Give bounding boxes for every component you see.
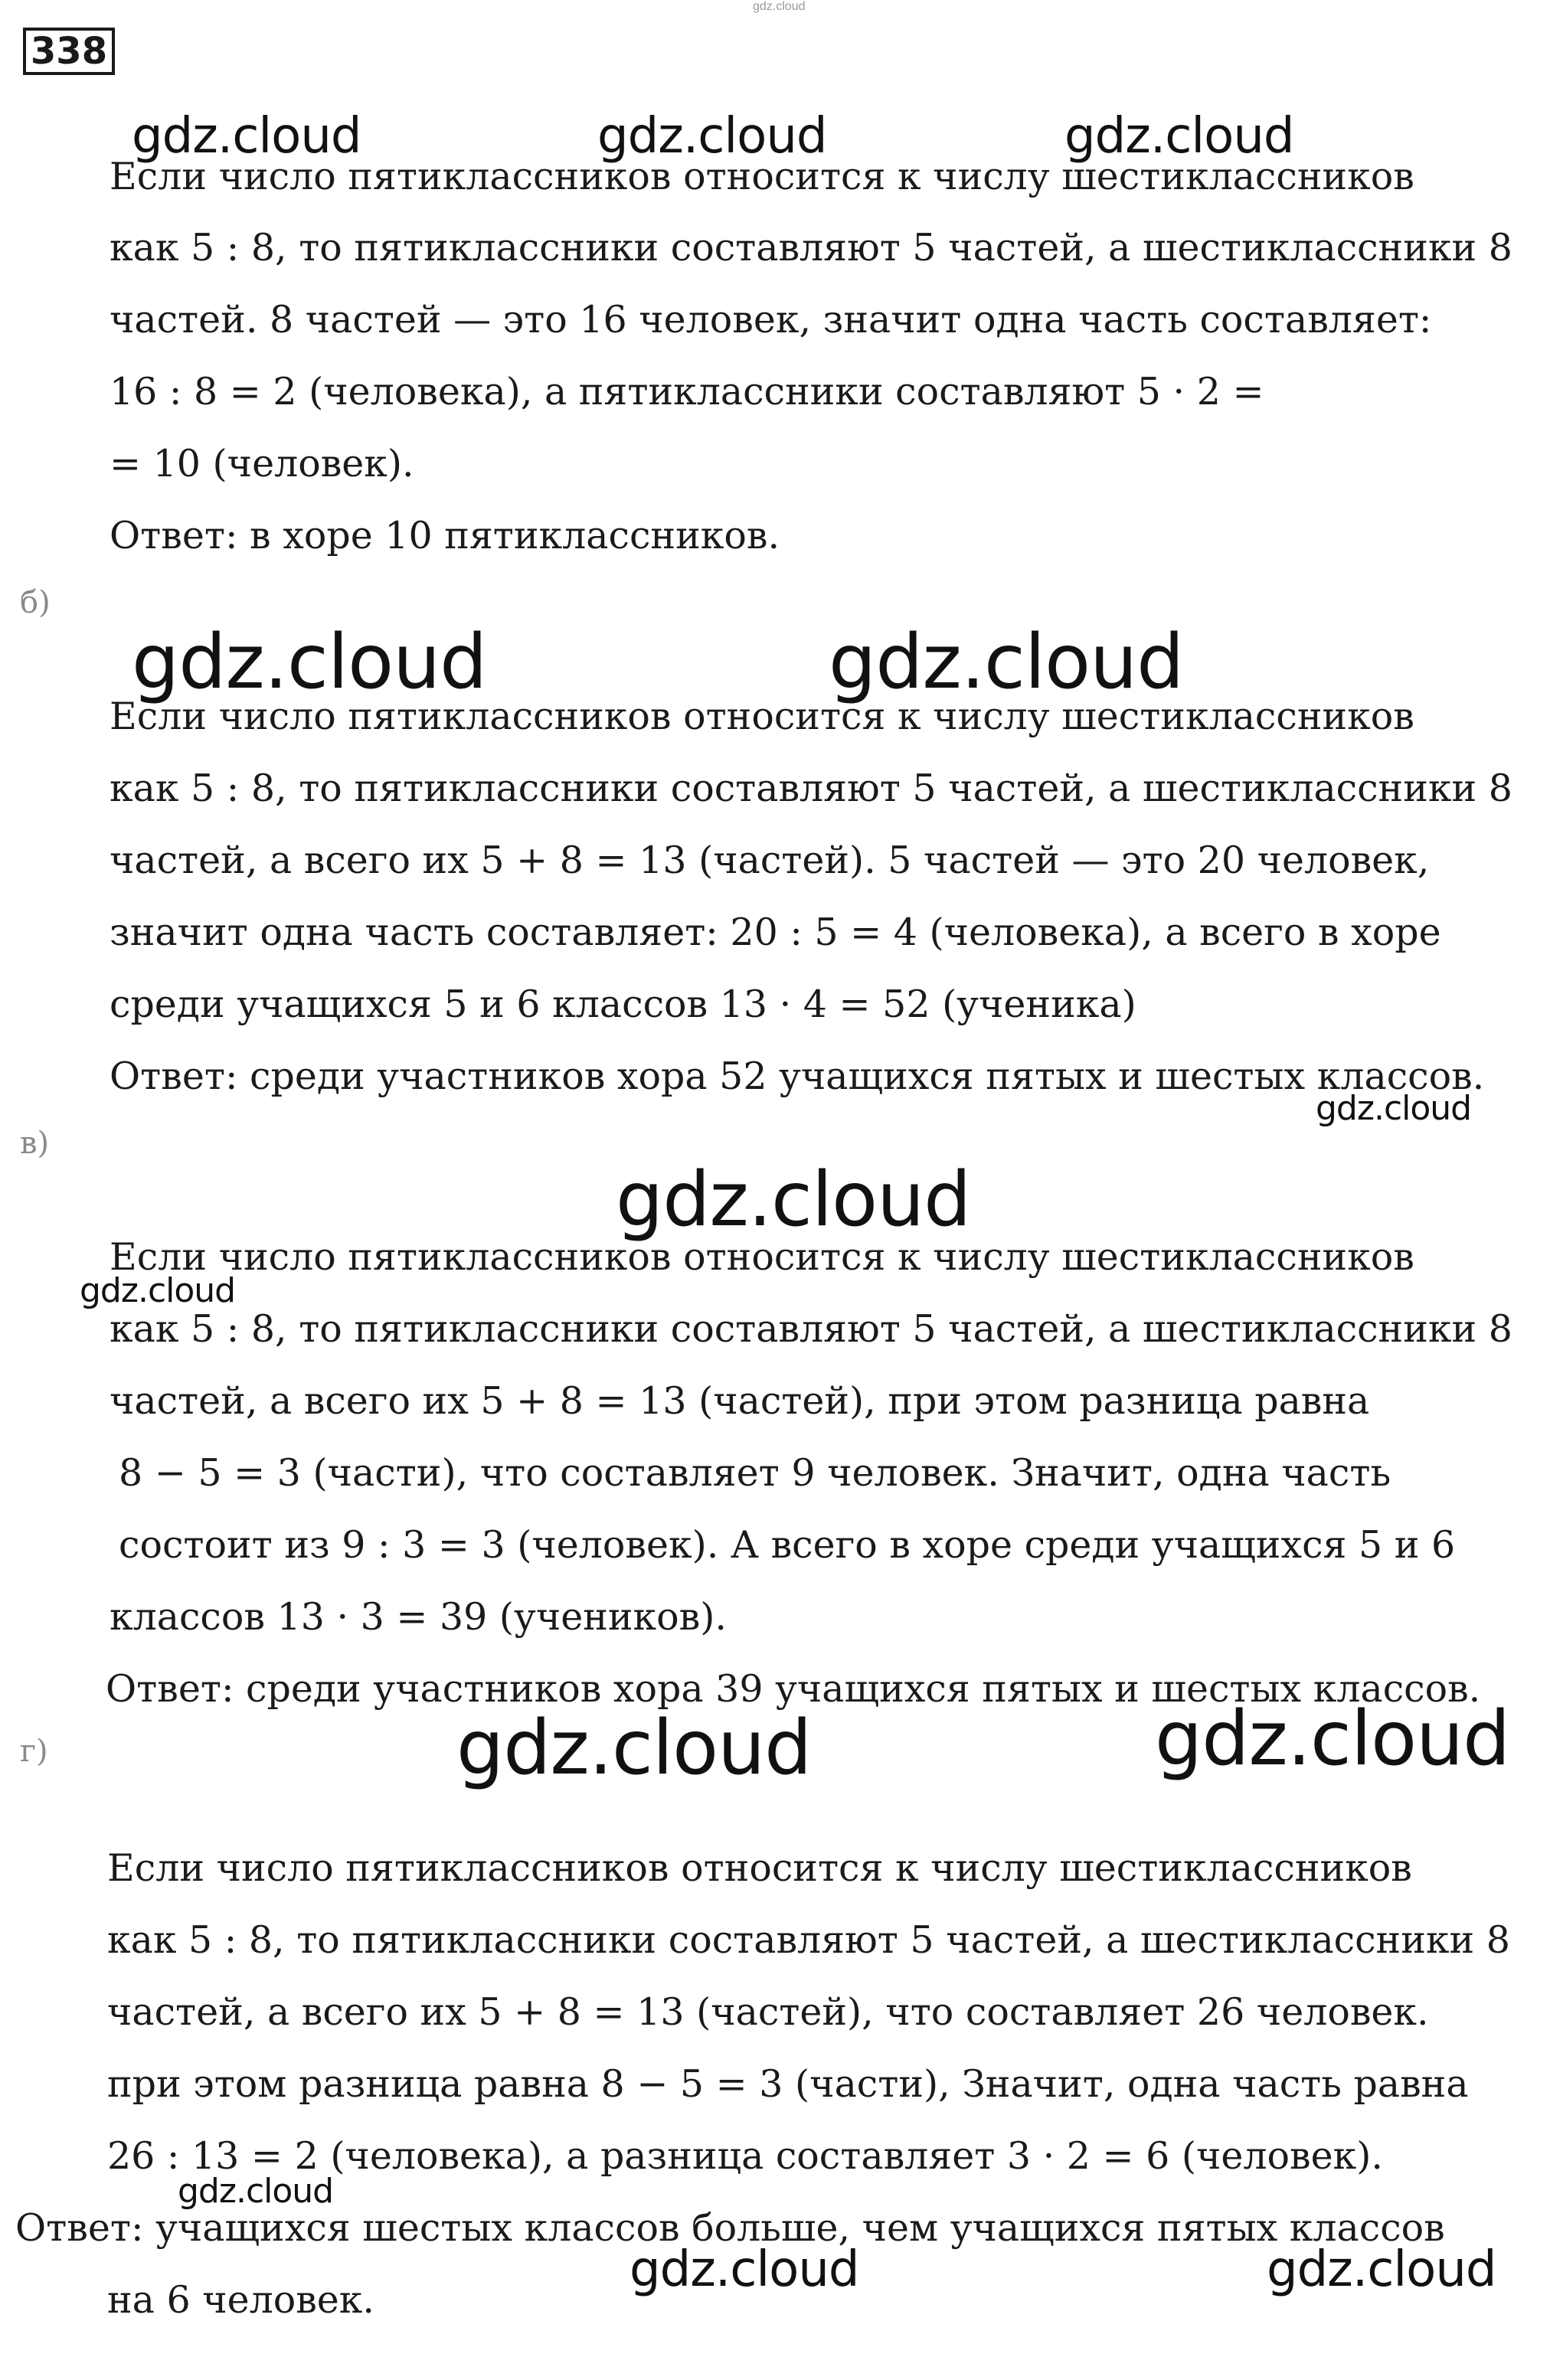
section-v-line-4: 8 − 5 = 3 (части), что составляет 9 человек. Значит, одна часть xyxy=(119,1451,1391,1495)
section-v-line-6: классов 13 · 3 = 39 (учеников). xyxy=(110,1595,727,1639)
section-b-line-3: частей, а всего их 5 + 8 = 13 (частей). 5 частей — это 20 человек, xyxy=(110,839,1430,882)
section-g-line-2: как 5 : 8, то пятиклассники составляют 5 частей, а шестиклассники 8 xyxy=(107,1918,1510,1962)
section-a-answer: Ответ: в хоре 10 пятиклассников. xyxy=(110,514,780,557)
section-a-line-4: 16 : 8 = 2 (человека), а пятиклассники составляют 5 · 2 = xyxy=(110,370,1264,414)
task-number-box: 338 xyxy=(23,28,115,75)
section-g-answer-line-1: Ответ: учащихся шестых классов больше, чем учащихся пятых классов xyxy=(15,2206,1445,2250)
top-watermark: gdz.cloud xyxy=(753,0,806,13)
section-b-label: б) xyxy=(20,585,51,620)
section-v-line-3: частей, а всего их 5 + 8 = 13 (частей), при этом разница равна xyxy=(110,1379,1370,1423)
section-b-line-4: значит одна часть составляет: 20 : 5 = 4 (человека), а всего в хоре xyxy=(110,910,1441,954)
section-v-label: в) xyxy=(20,1126,50,1161)
section-g-line-1: Если число пятиклассников относится к числу шестиклассников xyxy=(107,1846,1412,1890)
section-v-line-5: состоит из 9 : 3 = 3 (человек). А всего в хоре среди учащихся 5 и 6 xyxy=(119,1523,1456,1567)
section-b-line-5: среди учащихся 5 и 6 классов 13 · 4 = 52 (ученика) xyxy=(110,982,1136,1026)
watermark-text: gdz.cloud xyxy=(456,1705,812,1792)
watermark-text: gdz.cloud xyxy=(1316,1089,1472,1128)
section-v-line-1: Если число пятиклассников относится к числу шестиклассников xyxy=(110,1235,1414,1279)
section-a-line-2: как 5 : 8, то пятиклассники составляют 5 частей, а шестиклассники 8 xyxy=(110,226,1512,270)
section-v-line-2: как 5 : 8, то пятиклассники составляют 5 частей, а шестиклассники 8 xyxy=(110,1307,1512,1351)
watermark-text: gdz.cloud xyxy=(1064,108,1294,165)
section-a-line-3: частей. 8 частей — это 16 человек, значит одна часть составляет: xyxy=(110,298,1432,342)
section-g-line-3: частей, а всего их 5 + 8 = 13 (частей), что составляет 26 человек. xyxy=(107,1990,1429,2034)
section-a-line-5: = 10 (человек). xyxy=(110,442,414,485)
watermark-text: gdz.cloud xyxy=(132,108,361,165)
section-g-label: г) xyxy=(20,1734,48,1769)
watermark-text: gdz.cloud xyxy=(1155,1695,1510,1783)
section-g-line-5: 26 : 13 = 2 (человека), а разница составляет 3 · 2 = 6 (человек). xyxy=(107,2134,1383,2178)
watermark-text: gdz.cloud xyxy=(80,1271,236,1310)
section-g-line-4: при этом разница равна 8 − 5 = 3 (части), Значит, одна часть равна xyxy=(107,2062,1469,2106)
watermark-text: gdz.cloud xyxy=(829,619,1184,706)
section-a-line-1: Если число пятиклассников относится к числу шестиклассников xyxy=(110,155,1414,198)
section-v-answer: Ответ: среди участников хора 39 учащихся пятых и шестых классов. xyxy=(106,1667,1481,1711)
watermark-text: gdz.cloud xyxy=(1267,2241,1496,2298)
watermark-text: gdz.cloud xyxy=(597,108,827,165)
section-b-answer: Ответ: среди участников хора 52 учащихся пятых и шестых классов. xyxy=(110,1054,1485,1098)
watermark-text: gdz.cloud xyxy=(132,619,487,706)
watermark-text: gdz.cloud xyxy=(629,2241,859,2298)
watermark-text: gdz.cloud xyxy=(178,2172,334,2211)
section-g-answer-line-2: на 6 человек. xyxy=(107,2278,375,2322)
section-b-line-2: как 5 : 8, то пятиклассники составляют 5 частей, а шестиклассники 8 xyxy=(110,767,1512,810)
watermark-text: gdz.cloud xyxy=(616,1156,971,1244)
section-b-line-1: Если число пятиклассников относится к числу шестиклассников xyxy=(110,695,1414,738)
